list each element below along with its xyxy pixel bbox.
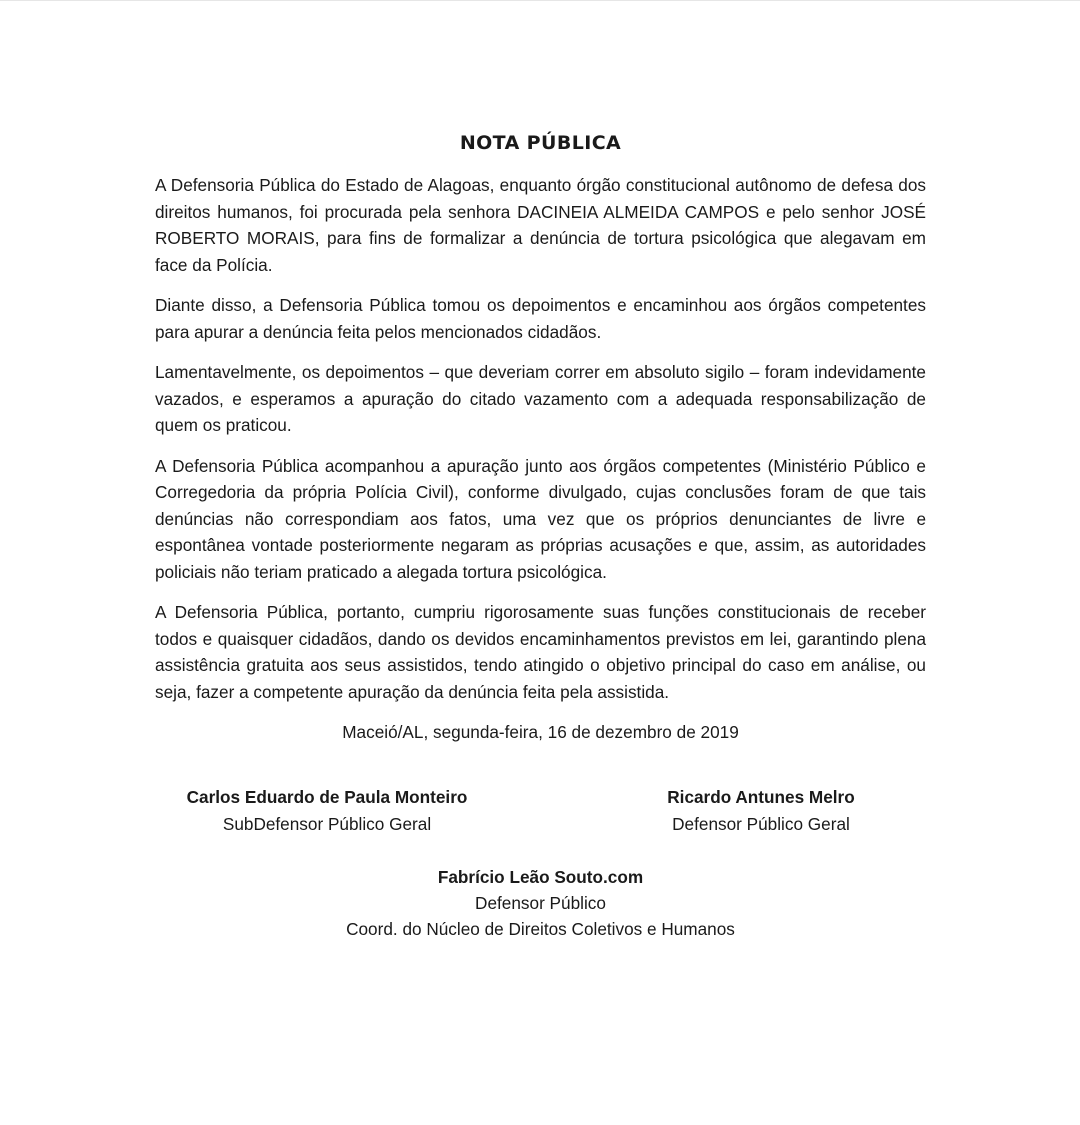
paragraph-leak: Lamentavelmente, os depoimentos – que deveriam correr em absoluto sigilo – foram indevidamente vazados, e esperamos a apuração do citado vazamento com a adequada responsabilização de quem os praticou.	[155, 362, 926, 435]
document-page	[155, 128, 926, 939]
signature-row	[155, 784, 926, 844]
paragraph-actions: Diante disso, a Defensoria Pública tomou os depoimentos e encaminhou aos órgãos competentes para apurar a denúncia feita pelos mencionados cidadãos.	[155, 295, 926, 342]
signature-name: Ricardo Antunes Melro	[667, 787, 855, 807]
document-title: NOTA PÚBLICA	[459, 132, 622, 154]
paragraph-investigation: A Defensoria Pública acompanhou a apuração junto aos órgãos competentes (Ministério Público e Corregedoria da própria Polícia Civil), conforme divulgado, cujas conclusões foram de que tais denúncias não correspondiam aos fatos, uma vez que os próprios denunciantes de livre e espontânea vontade posteriormente negaram as próprias acusações e que, assim, as autoridades policiais não teriam praticado a alegada tortura psicológica.	[155, 455, 926, 582]
date-line: Maceió/AL, segunda-feira, 16 de dezembro de 2019	[342, 722, 739, 742]
signature-subrole: Coord. do Núcleo de Direitos Coletivos e Humanos	[346, 919, 735, 939]
signature-left	[145, 784, 509, 837]
signature-name: Fabrício Leão Souto.com	[437, 867, 644, 887]
signature-right	[601, 784, 921, 837]
top-border	[0, 0, 1080, 1]
signature-role: SubDefensor Público Geral	[222, 813, 432, 834]
signature-role: Defensor Público Geral	[672, 813, 850, 834]
paragraph-conclusion: A Defensoria Pública, portanto, cumpriu rigorosamente suas funções constitucionais de receber todos e quaisquer cidadãos, dando os devidos encaminhamentos previstos em lei, garantindo plena assistência gratuita aos seus assistidos, tendo atingido o objetivo principal do caso em análise, ou seja, fazer a competente apuração da denúncia feita pela assistida.	[155, 602, 926, 702]
signature-center	[155, 864, 926, 942]
paragraph-intro: A Defensoria Pública do Estado de Alagoas, enquanto órgão constitucional autônomo de defesa dos direitos humanos, foi procurada pela senhora DACINEIA ALMEIDA CAMPOS e pelo senhor JOSÉ ROBERTO MORAIS, para fins de formalizar a denúncia de tortura psicológica que alegavam em face da Polícia.	[155, 175, 926, 275]
signature-role: Defensor Público	[475, 893, 606, 913]
signature-name: Carlos Eduardo de Paula Monteiro	[186, 787, 468, 807]
